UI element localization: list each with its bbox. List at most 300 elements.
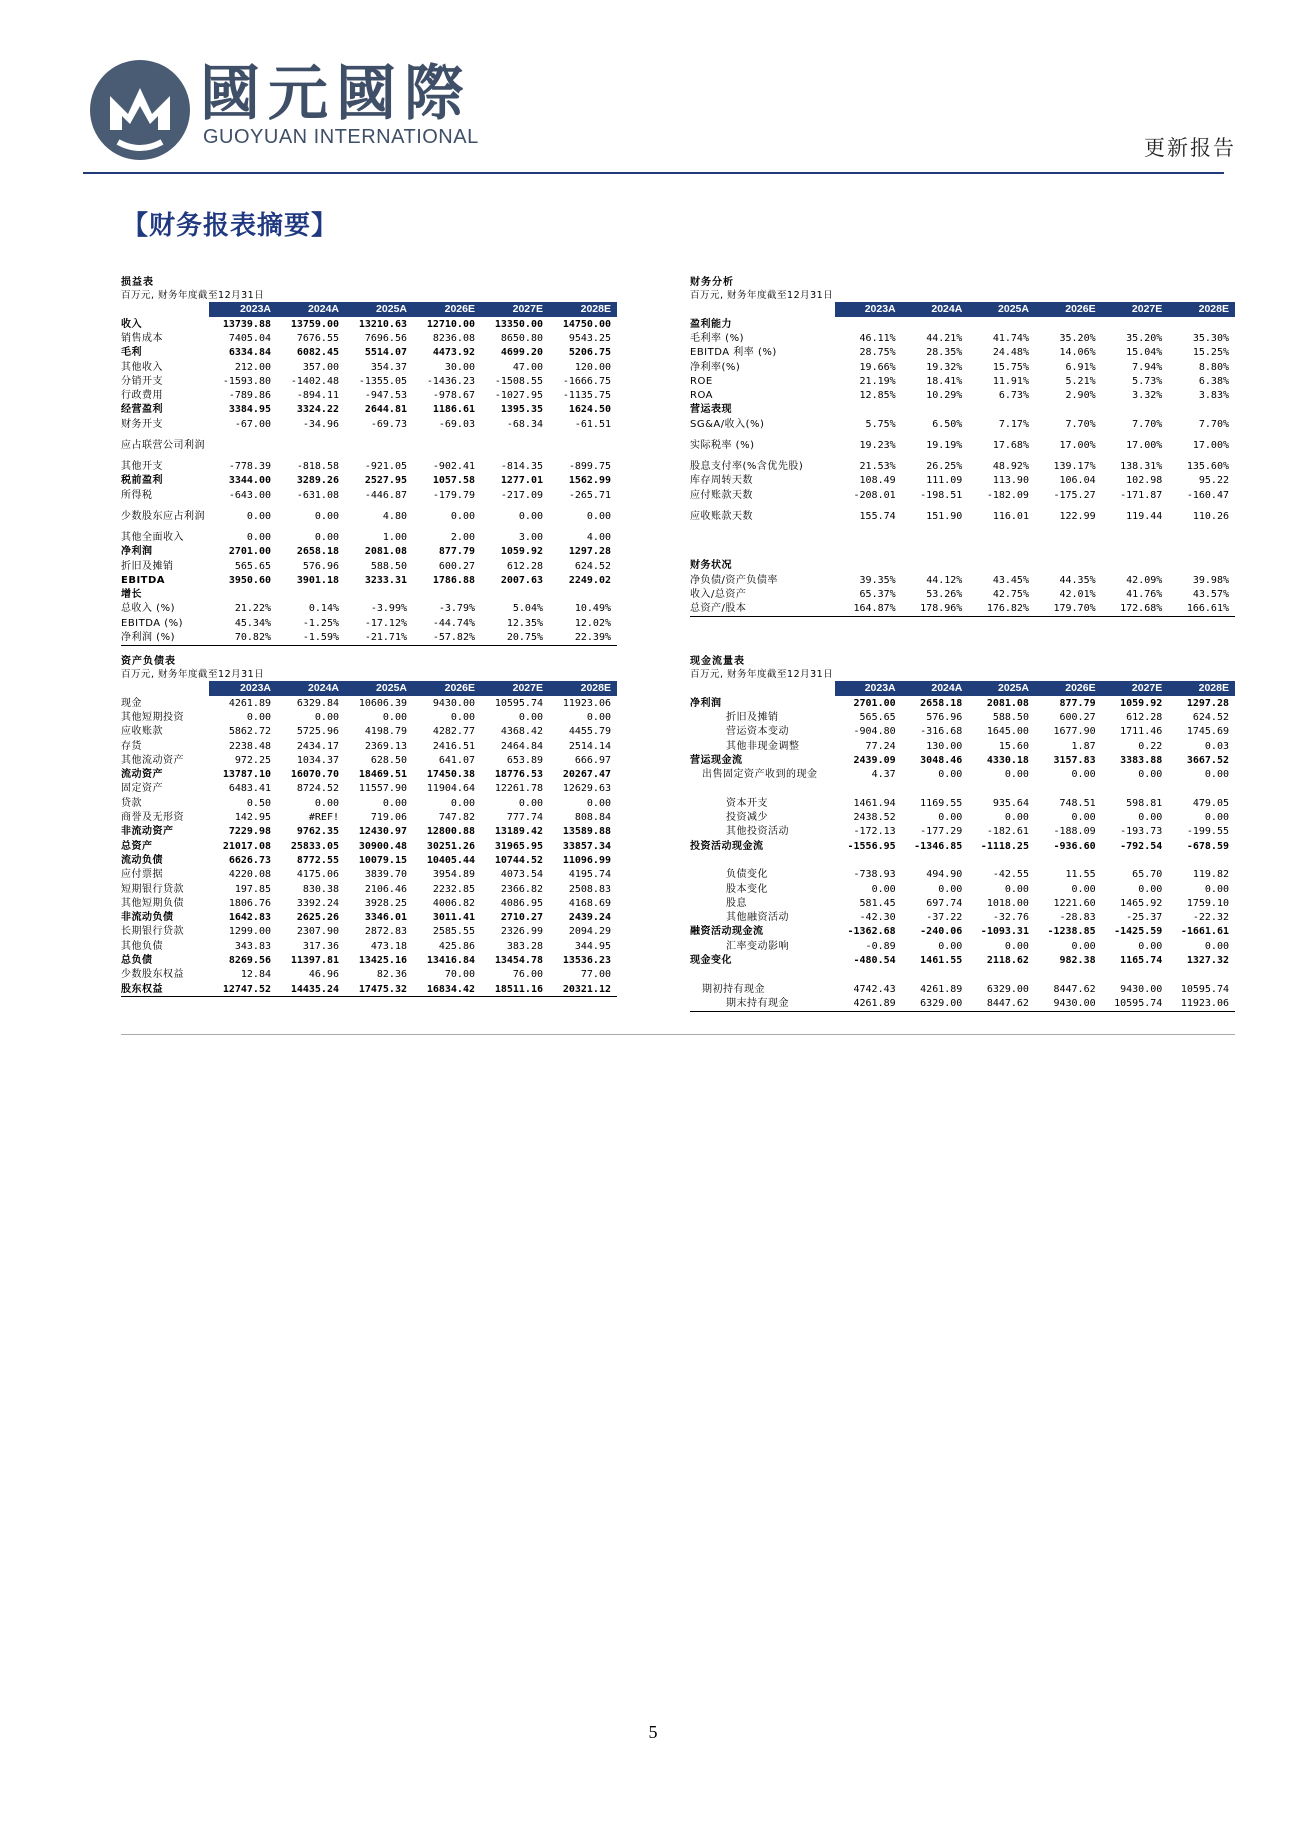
value-cell: 354.37 <box>370 361 407 373</box>
value-cell: #REF! <box>308 812 339 824</box>
value-cell: 344.95 <box>574 940 611 952</box>
value-cell: 12430.97 <box>358 826 407 838</box>
row-label: 收入 <box>121 318 142 330</box>
value-cell: 0.00 <box>1004 940 1029 952</box>
balance-sheet-table <box>121 681 617 997</box>
table-row <box>121 431 617 459</box>
value-cell: 11.91% <box>992 375 1029 387</box>
table-row <box>690 331 1235 345</box>
value-cell: 1642.83 <box>228 912 271 924</box>
value-cell: 1327.32 <box>1186 954 1229 966</box>
value-cell: 18469.51 <box>358 769 407 781</box>
table-row <box>690 925 1235 939</box>
value-cell: -32.76 <box>992 912 1029 924</box>
financial-analysis-panel <box>690 276 1235 617</box>
value-cell <box>1168 968 1235 982</box>
year-header-cell: 2023A <box>209 681 277 696</box>
value-cell: 39.98% <box>1192 574 1229 586</box>
value-cell: 43.57% <box>1192 588 1229 600</box>
value-cell: 35.20% <box>1126 332 1163 344</box>
value-cell: 3383.88 <box>1120 754 1163 766</box>
table-row <box>690 953 1235 967</box>
value-cell <box>968 530 1035 544</box>
value-cell: 0.00 <box>1204 940 1229 952</box>
value-cell: 0.00 <box>938 883 963 895</box>
value-cell: 65.37% <box>859 588 896 600</box>
row-label: 股息支付率(%含优先股) <box>690 461 804 473</box>
value-cell: -193.73 <box>1120 826 1163 838</box>
value-cell: 972.25 <box>234 754 271 766</box>
content-bottom-divider <box>121 1034 1235 1035</box>
value-cell: 3011.41 <box>432 912 475 924</box>
value-cell: 1711.46 <box>1120 726 1163 738</box>
value-cell: 877.79 <box>438 546 475 558</box>
value-cell <box>345 587 413 601</box>
value-cell: 12.02% <box>574 617 611 629</box>
table-row <box>690 459 1235 473</box>
table-row <box>121 782 617 796</box>
value-cell: 11397.81 <box>290 954 339 966</box>
table-row <box>121 753 617 767</box>
value-cell: 18776.53 <box>494 769 543 781</box>
value-cell: 13739.88 <box>222 318 271 330</box>
value-cell: 3346.01 <box>364 912 407 924</box>
row-label: 销售成本 <box>121 332 163 344</box>
table-row <box>690 896 1235 910</box>
value-cell: 77.24 <box>865 740 896 752</box>
row-label: 其他负债 <box>121 940 163 952</box>
row-label: 营运表现 <box>690 404 732 416</box>
table-row <box>690 810 1235 824</box>
value-cell: -17.12% <box>364 617 407 629</box>
value-cell: 719.06 <box>370 812 407 824</box>
value-cell: 166.61% <box>1168 601 1235 616</box>
value-cell <box>1168 853 1235 867</box>
value-cell: 178.96% <box>902 601 969 616</box>
table-row <box>690 782 1235 796</box>
value-cell <box>835 782 902 796</box>
value-cell: -818.58 <box>296 461 339 473</box>
row-label: 投资活动现金流 <box>690 840 764 852</box>
row-label: 折旧及摊销 <box>726 711 779 723</box>
value-cell: -902.41 <box>432 461 475 473</box>
value-cell: 10595.74 <box>1180 983 1229 995</box>
report-type-label: 更新报告 <box>1144 136 1236 160</box>
table-row <box>121 331 617 345</box>
value-cell: -814.35 <box>500 461 543 473</box>
value-cell: 11904.64 <box>426 783 475 795</box>
value-cell: -3.79% <box>438 603 475 615</box>
value-cell: 7.70% <box>1198 418 1229 430</box>
value-cell: 748.51 <box>1059 797 1096 809</box>
table-row <box>121 925 617 939</box>
value-cell: 19.66% <box>859 361 896 373</box>
table-row <box>121 739 617 753</box>
value-cell: 48.92% <box>992 461 1029 473</box>
value-cell: -1666.75 <box>562 375 611 387</box>
value-cell: 2464.84 <box>500 740 543 752</box>
value-cell: 151.90 <box>926 510 963 522</box>
value-cell: 0.00 <box>1204 769 1229 781</box>
value-cell: 2514.14 <box>568 740 611 752</box>
value-cell: 3839.70 <box>364 869 407 881</box>
value-cell <box>549 587 617 601</box>
header-blank-cell <box>121 681 209 696</box>
table-row <box>121 810 617 824</box>
row-label: 流动负债 <box>121 854 163 866</box>
value-cell: 8236.08 <box>432 332 475 344</box>
value-cell: 41.74% <box>992 332 1029 344</box>
value-cell: 1165.74 <box>1120 954 1163 966</box>
value-cell: 2701.00 <box>228 546 271 558</box>
value-cell: 15.60 <box>998 740 1029 752</box>
row-label: 净利润 <box>121 546 153 558</box>
value-cell: 13454.78 <box>494 954 543 966</box>
value-cell: 4.00 <box>586 531 611 543</box>
value-cell: 135.60% <box>1186 461 1229 473</box>
value-cell: 10.49% <box>574 603 611 615</box>
value-cell: 21.53% <box>859 461 896 473</box>
row-label: 总资产/股本 <box>690 601 835 616</box>
value-cell: 138.31% <box>1120 461 1163 473</box>
value-cell: 0.00 <box>518 711 543 723</box>
value-cell: 7676.55 <box>296 332 339 344</box>
value-cell: -1425.59 <box>1114 926 1163 938</box>
table-row <box>121 796 617 810</box>
value-cell: 70.00 <box>444 969 475 981</box>
value-cell: 26.25% <box>926 461 963 473</box>
value-cell: 3384.95 <box>228 404 271 416</box>
table-row <box>121 630 617 645</box>
table-row <box>690 573 1235 587</box>
row-label: 其他投资活动 <box>726 826 789 838</box>
table-row <box>121 417 617 431</box>
value-cell: 11923.06 <box>1168 996 1235 1011</box>
value-cell: 0.00 <box>1004 883 1029 895</box>
table-row <box>121 474 617 488</box>
value-cell: 3392.24 <box>296 897 339 909</box>
row-label: 税前盈利 <box>121 475 163 487</box>
table-row <box>690 939 1235 953</box>
value-cell: 357.00 <box>302 361 339 373</box>
year-header-cell: 2027E <box>1102 681 1169 696</box>
value-cell: 1645.00 <box>986 726 1029 738</box>
row-label: 收入/总资产 <box>690 588 747 600</box>
logo-english-name: GUOYUAN INTERNATIONAL <box>203 126 479 148</box>
balance-sheet-title: 资产负债表 <box>121 656 176 667</box>
value-cell: 1562.99 <box>568 475 611 487</box>
value-cell: -1.25% <box>302 617 339 629</box>
value-cell: -678.59 <box>1186 840 1229 852</box>
value-cell <box>1168 530 1235 544</box>
value-cell: 2094.29 <box>568 926 611 938</box>
value-cell: 982.38 <box>1059 954 1096 966</box>
value-cell: 15.75% <box>992 361 1029 373</box>
value-cell: -199.55 <box>1186 826 1229 838</box>
value-cell: -1661.61 <box>1180 926 1229 938</box>
value-cell: -792.54 <box>1120 840 1163 852</box>
value-cell: 4006.82 <box>432 897 475 909</box>
value-cell: 1461.94 <box>853 797 896 809</box>
row-label: 财务开支 <box>121 418 163 430</box>
value-cell: 25833.05 <box>290 840 339 852</box>
value-cell: -899.75 <box>568 461 611 473</box>
value-cell: 0.00 <box>1004 812 1029 824</box>
row-label: EBITDA 利率 (%) <box>690 347 777 359</box>
value-cell: 1395.35 <box>500 404 543 416</box>
value-cell: 0.50 <box>246 797 271 809</box>
row-label: 少数股东应占利润 <box>121 510 205 522</box>
value-cell <box>1035 782 1102 796</box>
value-cell: 2658.18 <box>920 697 963 709</box>
value-cell: -25.37 <box>1126 912 1163 924</box>
value-cell: 65.70 <box>1132 869 1163 881</box>
value-cell <box>902 782 969 796</box>
value-cell <box>1035 403 1102 417</box>
value-cell <box>209 587 277 601</box>
row-label: 存货 <box>121 740 142 752</box>
value-cell: 2434.17 <box>296 740 339 752</box>
value-cell: 21.19% <box>859 375 896 387</box>
value-cell: -631.08 <box>296 489 339 501</box>
table-row <box>690 853 1235 867</box>
value-cell: 3157.83 <box>1053 754 1096 766</box>
value-cell: 1299.00 <box>228 926 271 938</box>
value-cell <box>902 403 969 417</box>
value-cell: -1593.80 <box>222 375 271 387</box>
value-cell: 9543.25 <box>568 332 611 344</box>
value-cell: 1.00 <box>382 531 407 543</box>
value-cell: 5514.07 <box>364 347 407 359</box>
row-label: 其他非现金调整 <box>726 740 800 752</box>
value-cell: 0.00 <box>938 812 963 824</box>
financial-analysis-subtitle: 百万元, 财务年度截至12月31日 <box>690 290 834 301</box>
value-cell <box>1035 317 1102 331</box>
value-cell: 7.94% <box>1132 361 1163 373</box>
value-cell: 44.35% <box>1059 574 1096 586</box>
value-cell: 21017.08 <box>222 840 271 852</box>
table-row <box>690 910 1235 924</box>
value-cell: 53.26% <box>926 588 963 600</box>
value-cell: 4368.42 <box>500 726 543 738</box>
value-cell: 1057.58 <box>432 475 475 487</box>
value-cell: -69.73 <box>370 418 407 430</box>
value-cell: 20267.47 <box>562 769 611 781</box>
value-cell: 1221.60 <box>1053 897 1096 909</box>
balance-sheet-panel <box>121 655 617 997</box>
table-row <box>690 346 1235 360</box>
value-cell <box>1168 559 1235 573</box>
value-cell: 2118.62 <box>986 954 1029 966</box>
row-label: 固定资产 <box>121 783 163 795</box>
value-cell: 6.73% <box>998 390 1029 402</box>
value-cell: -175.27 <box>1053 489 1096 501</box>
row-label: 应收账款 <box>121 726 163 738</box>
row-label: 经营盈利 <box>121 404 163 416</box>
value-cell: 10405.44 <box>426 854 475 866</box>
row-label: SG&A/收入(%) <box>690 418 765 430</box>
value-cell: 479.05 <box>1192 797 1229 809</box>
value-cell <box>413 587 481 601</box>
value-cell: 6329.84 <box>296 697 339 709</box>
value-cell: 5.73% <box>1132 375 1163 387</box>
value-cell: 3233.31 <box>364 574 407 586</box>
value-cell: 0.00 <box>314 531 339 543</box>
row-label <box>690 782 835 796</box>
value-cell: 0.00 <box>1138 883 1163 895</box>
value-cell: 11557.90 <box>358 783 407 795</box>
value-cell: 176.82% <box>968 601 1035 616</box>
year-header-cell: 2025A <box>968 681 1035 696</box>
value-cell: 11923.06 <box>562 697 611 709</box>
value-cell: 8772.55 <box>296 854 339 866</box>
value-cell: -22.32 <box>1192 912 1229 924</box>
value-cell: 0.00 <box>450 510 475 522</box>
value-cell: -3.99% <box>370 603 407 615</box>
value-cell: 2366.82 <box>500 883 543 895</box>
value-cell: 10744.52 <box>494 854 543 866</box>
value-cell: 13787.10 <box>222 769 271 781</box>
value-cell: 1806.76 <box>228 897 271 909</box>
value-cell: 155.74 <box>859 510 896 522</box>
value-cell: 0.00 <box>518 797 543 809</box>
value-cell: 4455.79 <box>568 726 611 738</box>
value-cell <box>481 587 549 601</box>
value-cell: 20.75% <box>481 630 549 645</box>
value-cell: 19.32% <box>926 361 963 373</box>
value-cell: 30.00 <box>444 361 475 373</box>
financial-analysis-title: 财务分析 <box>690 277 734 288</box>
value-cell: 82.36 <box>376 969 407 981</box>
table-row <box>690 587 1235 601</box>
value-cell: 13589.88 <box>562 826 611 838</box>
value-cell: 1169.55 <box>920 797 963 809</box>
value-cell: 565.65 <box>234 560 271 572</box>
value-cell: 44.12% <box>926 574 963 586</box>
value-cell: 4699.20 <box>500 347 543 359</box>
value-cell: -21.71% <box>345 630 413 645</box>
value-cell: 19.23% <box>859 439 896 451</box>
value-cell: 0.00 <box>1138 812 1163 824</box>
row-label: 毛利率 (%) <box>690 332 744 344</box>
value-cell: 108.49 <box>859 475 896 487</box>
value-cell: 1059.92 <box>500 546 543 558</box>
table-row <box>121 710 617 724</box>
value-cell: -240.06 <box>920 926 963 938</box>
year-header-cell: 2024A <box>902 302 969 317</box>
value-cell: 697.74 <box>926 897 963 909</box>
value-cell: 17.68% <box>992 439 1029 451</box>
value-cell: 6626.73 <box>228 854 271 866</box>
table-row <box>690 431 1235 459</box>
value-cell: 13425.16 <box>358 954 407 966</box>
row-label: 库存周转天数 <box>690 475 753 487</box>
value-cell: -265.71 <box>568 489 611 501</box>
value-cell <box>1035 544 1102 558</box>
row-label: 营运现金流 <box>690 754 743 766</box>
value-cell: 2439.09 <box>853 754 896 766</box>
value-cell: 35.20% <box>1059 332 1096 344</box>
row-label: 投资减少 <box>726 812 768 824</box>
value-cell <box>902 559 969 573</box>
value-cell: 3289.26 <box>296 475 339 487</box>
table-row <box>121 374 617 388</box>
value-cell: 2238.48 <box>228 740 271 752</box>
value-cell: 2872.83 <box>364 926 407 938</box>
value-cell: 5862.72 <box>228 726 271 738</box>
value-cell: 2.00 <box>450 531 475 543</box>
value-cell: 164.87% <box>835 601 902 616</box>
header-blank-cell <box>690 681 835 696</box>
year-header-cell: 2028E <box>1168 681 1235 696</box>
cash-flow-panel <box>690 655 1235 1012</box>
year-header-cell: 2025A <box>345 681 413 696</box>
table-row <box>121 953 617 967</box>
row-label: 净利润 (%) <box>121 630 209 645</box>
year-header-cell: 2023A <box>209 302 277 317</box>
value-cell: -1135.75 <box>562 390 611 402</box>
value-cell <box>902 544 969 558</box>
value-cell: 12800.88 <box>426 826 475 838</box>
value-cell <box>835 968 902 982</box>
value-cell: 17450.38 <box>426 769 475 781</box>
value-cell: -921.05 <box>364 461 407 473</box>
value-cell: 628.50 <box>370 754 407 766</box>
table-row <box>690 882 1235 896</box>
value-cell: 1677.90 <box>1053 726 1096 738</box>
value-cell: -1238.85 <box>1047 926 1096 938</box>
value-cell: 4473.92 <box>432 347 475 359</box>
value-cell: 76.00 <box>512 969 543 981</box>
value-cell: -1508.55 <box>494 375 543 387</box>
value-cell: 12747.52 <box>209 982 277 997</box>
value-cell <box>1102 544 1169 558</box>
row-label: 应付账款天数 <box>690 489 753 501</box>
value-cell: 2007.63 <box>500 574 543 586</box>
row-label: 非流动负债 <box>121 912 174 924</box>
table-row <box>690 474 1235 488</box>
year-header-row <box>121 681 617 696</box>
year-header-cell: 2026E <box>413 681 481 696</box>
value-cell: -68.34 <box>506 418 543 430</box>
value-cell: 10.29% <box>926 390 963 402</box>
row-label: 净利润 <box>690 697 722 709</box>
value-cell: 17.00% <box>1059 439 1096 451</box>
value-cell: 172.68% <box>1102 601 1169 616</box>
year-header-cell: 2027E <box>481 681 549 696</box>
value-cell: 10079.15 <box>358 854 407 866</box>
value-cell: 565.65 <box>859 711 896 723</box>
value-cell: -34.96 <box>302 418 339 430</box>
value-cell: -480.54 <box>853 954 896 966</box>
value-cell: 3048.46 <box>920 754 963 766</box>
table-row <box>690 796 1235 810</box>
value-cell: 425.86 <box>438 940 475 952</box>
value-cell: 0.00 <box>314 797 339 809</box>
value-cell: 24.48% <box>992 347 1029 359</box>
value-cell: -1027.95 <box>494 390 543 402</box>
table-row <box>121 825 617 839</box>
value-cell <box>1035 530 1102 544</box>
page-number: 5 <box>648 1722 658 1742</box>
value-cell: 16834.42 <box>413 982 481 997</box>
value-cell: 20321.12 <box>549 982 617 997</box>
year-header-row <box>690 681 1235 696</box>
table-row <box>690 868 1235 882</box>
row-label: 现金变化 <box>690 954 732 966</box>
value-cell: 1018.00 <box>986 897 1029 909</box>
value-cell: 42.01% <box>1059 588 1096 600</box>
